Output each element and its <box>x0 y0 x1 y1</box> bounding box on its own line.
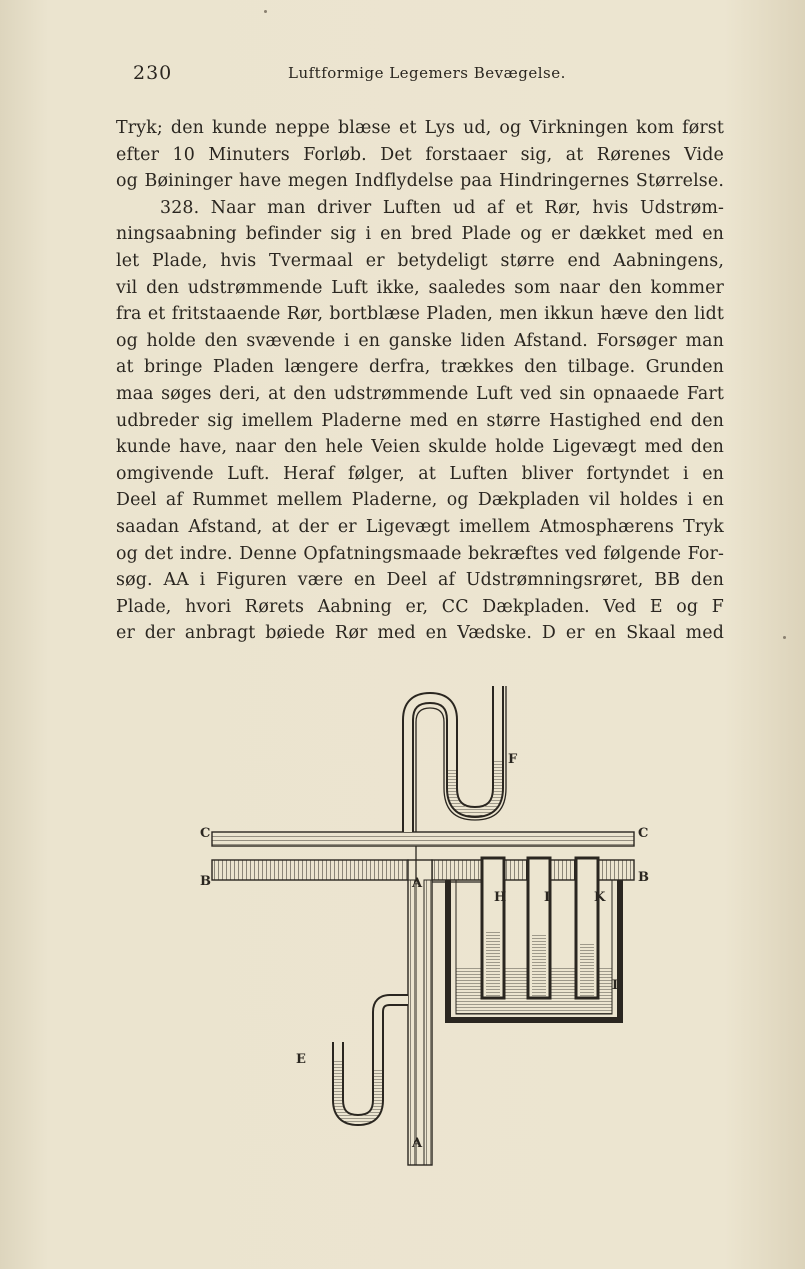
label-d: D <box>612 978 624 993</box>
text-line: Plade, hvori Rørets Aabning er, CC Dækpladen. Ved E og F <box>116 596 724 617</box>
tube-i <box>528 858 550 998</box>
text-line: let Plade, hvis Tvermaal er betydeligt større end Aabningens, <box>116 250 724 271</box>
text-line: er der anbragt bøiede Rør med en Vædske. D er en Skaal med <box>116 623 724 644</box>
tube-h <box>482 858 507 998</box>
text-line: efter 10 Minuters Forløb. Det forstaaer sig, at Rørenes Vide <box>116 144 724 165</box>
tube-k <box>576 858 598 998</box>
label-f: F <box>508 752 518 767</box>
text-line: Deel af Rummet mellem Pladerne, og Dækpladen vil holdes i en <box>116 490 724 511</box>
text-line: kunde have, naar den hele Veien skulde holde Ligevægt med den <box>116 437 724 458</box>
bent-tube-e <box>338 1000 408 1120</box>
text-line: at bringe Pladen længere derfra, trækkes den tilbage. Grunden <box>116 357 724 378</box>
text-line: og det indre. Denne Opfatningsmaade bekræftes ved følgende For- <box>116 543 724 564</box>
cover-plate-cc <box>212 832 634 846</box>
outflow-tube-aa <box>408 860 432 1165</box>
label-b-left: B <box>200 874 211 889</box>
page-header <box>133 62 723 88</box>
label-b-right: B <box>638 870 649 885</box>
paper-speck <box>264 10 267 13</box>
body-text <box>116 115 724 647</box>
text-line: maa søges deri, at den udstrømmende Luft ved sin opnaaede Fart <box>116 383 724 404</box>
text-line: og holde den svævende i en ganske liden Afstand. Forsøger man <box>116 330 724 351</box>
label-c-right: C <box>638 826 649 841</box>
text-line: vil den udstrømmende Luft ikke, saaledes som naar den kommer <box>116 277 724 298</box>
label-h: H <box>494 890 507 905</box>
label-e: E <box>296 1052 306 1067</box>
label-c-left: C <box>200 826 211 841</box>
text-line: omgivende Luft. Heraf følger, at Luften bliver fortyndet i en <box>116 463 724 484</box>
label-a-top: A <box>412 876 423 891</box>
text-line: og Bøininger have megen Indflydelse paa Hindringernes Størrelse. <box>116 171 724 192</box>
text-line: udbreder sig imellem Pladerne med en større Hastighed end den <box>116 410 724 431</box>
text-line: ningsaabning befinder sig i en bred Plade og er dækket med en <box>116 224 724 245</box>
text-line: Tryk; den kunde neppe blæse et Lys ud, og Virkningen kom først <box>116 118 724 138</box>
page-number: 230 <box>133 62 173 84</box>
bent-tube-f <box>408 686 506 880</box>
apparatus-drawing <box>190 680 670 1170</box>
text-line: fra et fritstaaende Rør, bortblæse Pladen, men ikkun hæve den lidt <box>116 304 724 325</box>
label-i: I <box>544 890 551 905</box>
apparatus-figure <box>190 680 670 1170</box>
running-head: Luftformige Legemers Bevægelse. <box>288 64 566 82</box>
text-line: saadan Afstand, at der er Ligevægt imellem Atmosphærens Tryk <box>116 516 724 537</box>
label-a-bottom: A <box>412 1136 423 1151</box>
text-line: 328. Naar man driver Luften ud af et Rør, hvis Udstrøm- <box>160 197 724 218</box>
text-line: søg. AA i Figuren være en Deel af Udstrømningsrøret, BB den <box>116 570 724 591</box>
paper-speck <box>783 636 786 639</box>
label-k: K <box>594 890 606 905</box>
